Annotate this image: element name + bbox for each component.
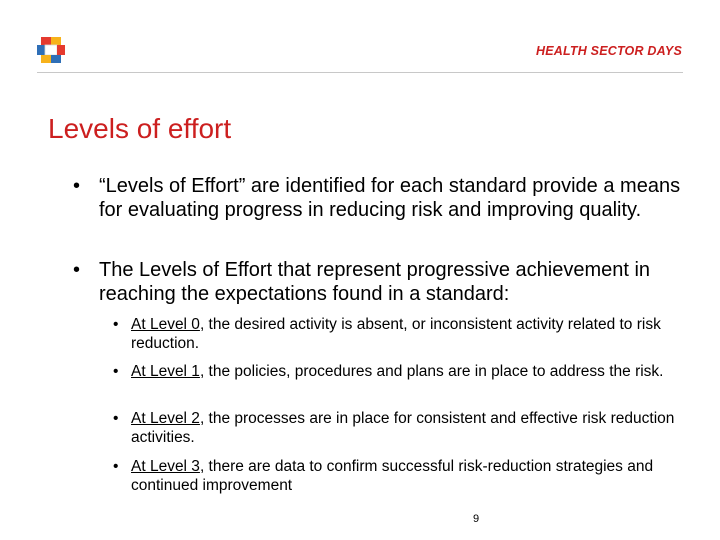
sub-bullet-text: , there are data to confirm successful risk-reduction strategies and continued improvement: [131, 458, 654, 494]
sub-bullet-text: , the policies, procedures and plans are in place to address the risk.: [199, 363, 664, 380]
bullet-marker: •: [113, 410, 119, 427]
level-link[interactable]: At Level 1: [131, 363, 200, 380]
bullet-text: “Levels of Effort” are identified for each standard provide a means for evaluating progress in reducing risk and improving quality.: [99, 175, 681, 221]
bullet-marker: •: [73, 259, 81, 281]
bullet-text: The Levels of Effort that represent progressive achievement in reaching the expectations found in a standard:: [99, 259, 651, 305]
bullet-marker: •: [113, 363, 119, 380]
page-number: 9: [473, 513, 480, 525]
bullet-marker: •: [113, 316, 119, 333]
level-link[interactable]: At Level 2: [131, 410, 200, 427]
bullet-marker: •: [73, 175, 81, 197]
level-link[interactable]: At Level 0: [131, 316, 200, 333]
color-block-logo-icon: [37, 37, 65, 65]
bullet-marker: •: [113, 458, 119, 475]
level-link[interactable]: At Level 3: [131, 458, 200, 475]
header-divider: [37, 72, 683, 73]
slide-title: Levels of effort: [48, 113, 232, 144]
sub-bullet-text: , the processes are in place for consistent and effective risk reduction activities.: [131, 410, 675, 446]
brand-name: HEALTH SECTOR DAYS: [536, 44, 682, 58]
sub-bullet-text: , the desired activity is absent, or inconsistent activity related to risk reduction.: [131, 316, 661, 352]
